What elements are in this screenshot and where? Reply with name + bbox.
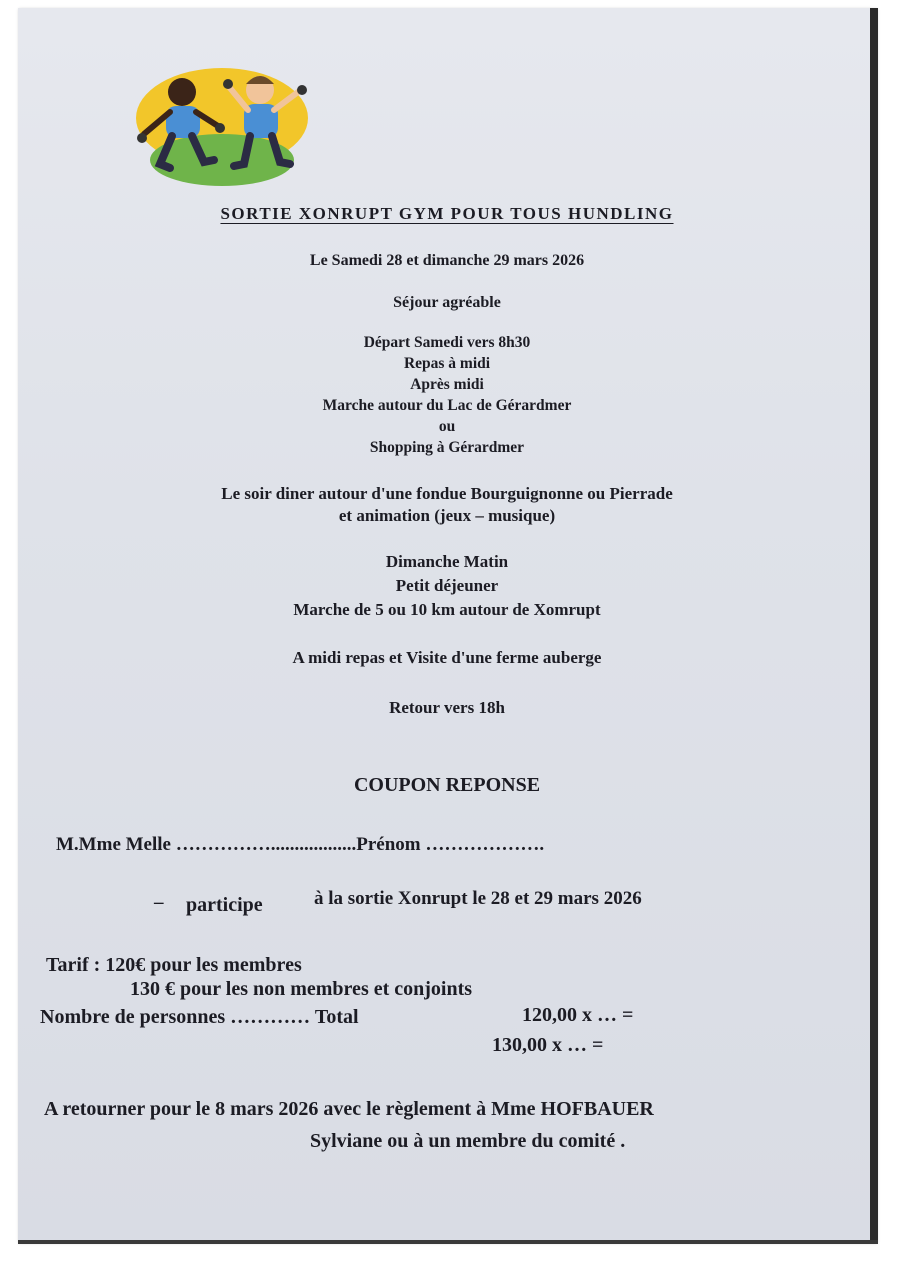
- stay-line: Séjour agréable: [393, 294, 501, 311]
- saturday-line: Marche autour du Lac de Gérardmer: [322, 397, 572, 414]
- saturday-line: Shopping à Gérardmer: [369, 439, 525, 456]
- page-edge: [18, 1240, 878, 1244]
- saturday-line: Repas à midi: [403, 355, 491, 372]
- tarif-line-2: 130 € pour les non membres et conjoints: [130, 978, 473, 1000]
- gym-people-icon: [130, 62, 320, 192]
- name-line: M.Mme Melle ……………..................Prénom ……………….: [56, 834, 545, 855]
- page-edge: [870, 8, 878, 1244]
- sunday-line: Marche de 5 ou 10 km autour de Xomrupt: [293, 600, 601, 619]
- noon-line: A midi repas et Visite d'une ferme auberge: [292, 648, 602, 667]
- return-time-line: Retour vers 18h: [389, 698, 505, 717]
- evening-line: Le soir diner autour d'une fondue Bourguignonne ou Pierrade: [221, 484, 673, 503]
- coupon-heading: COUPON REPONSE: [353, 774, 541, 796]
- persons-line: Nombre de personnes ………… Total: [40, 1006, 359, 1028]
- saturday-line: Après midi: [410, 376, 484, 393]
- saturday-line: Départ Samedi vers 8h30: [363, 334, 531, 351]
- participe-rest: à la sortie Xonrupt le 28 et 29 mars 2026: [314, 888, 642, 909]
- sunday-line: Petit déjeuner: [395, 576, 499, 595]
- date-line: Le Samedi 28 et dimanche 29 mars 2026: [309, 252, 585, 269]
- evening-line: et animation (jeux – musique): [338, 506, 556, 525]
- return-contact-line: Sylviane ou à un membre du comité .: [310, 1130, 626, 1152]
- participe-word: participe: [186, 894, 263, 916]
- participe-dash: –: [154, 892, 164, 913]
- calc-line-2: 130,00 x … =: [492, 1034, 604, 1056]
- document-page: [18, 8, 876, 1242]
- tarif-line-1: Tarif : 120€ pour les membres: [46, 954, 302, 976]
- sunday-line: Dimanche Matin: [385, 552, 509, 571]
- saturday-line: ou: [438, 418, 456, 435]
- return-deadline-line: A retourner pour le 8 mars 2026 avec le règlement à Mme HOFBAUER: [44, 1098, 654, 1120]
- calc-line-1: 120,00 x … =: [522, 1004, 634, 1026]
- page-title: SORTIE XONRUPT GYM POUR TOUS HUNDLING: [220, 204, 674, 223]
